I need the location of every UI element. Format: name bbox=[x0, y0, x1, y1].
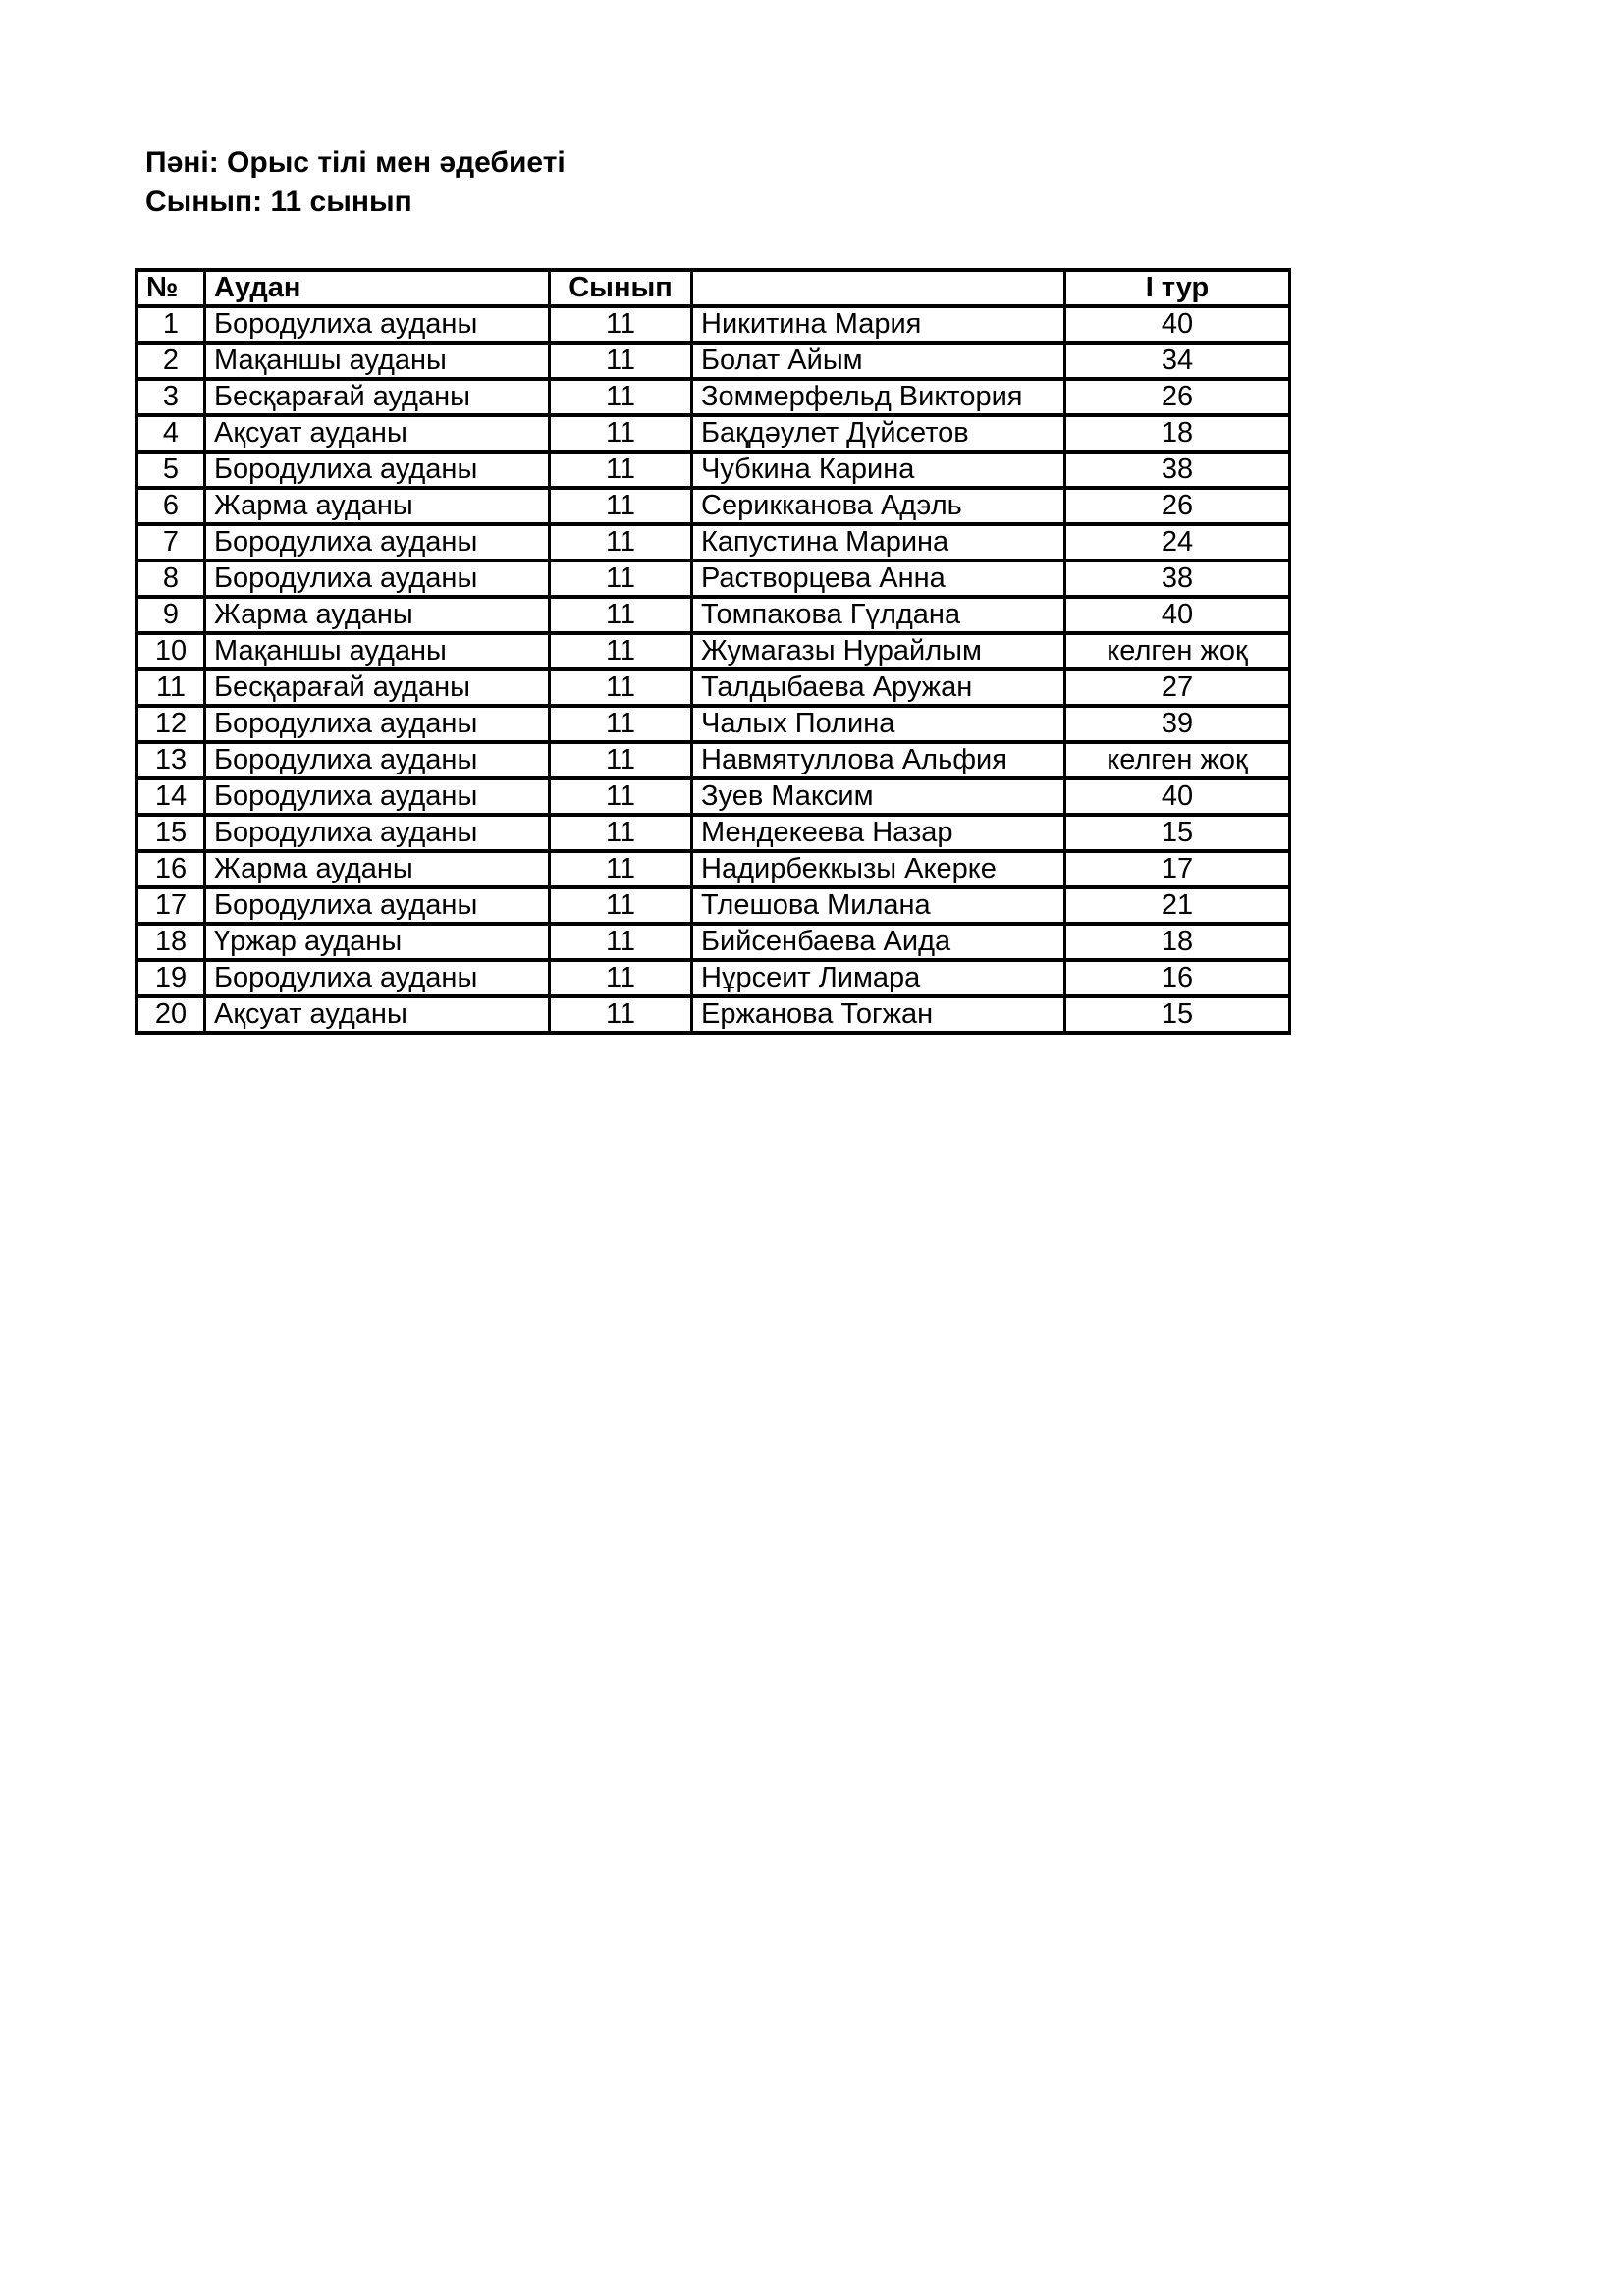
cell-round1-score: 24 bbox=[1065, 524, 1290, 561]
cell-district: Бесқарағай ауданы bbox=[205, 379, 550, 415]
cell-number: 1 bbox=[137, 306, 205, 343]
cell-grade: 11 bbox=[550, 669, 692, 706]
header-student-name bbox=[692, 270, 1065, 306]
cell-grade: 11 bbox=[550, 924, 692, 960]
table-row bbox=[137, 887, 1290, 924]
cell-district: Бородулиха ауданы bbox=[205, 452, 550, 488]
cell-district: Бородулиха ауданы bbox=[205, 960, 550, 996]
cell-grade: 11 bbox=[550, 597, 692, 633]
cell-student-name: Жумагазы Нурайлым bbox=[692, 633, 1065, 669]
cell-grade: 11 bbox=[550, 742, 692, 778]
cell-round1-score: 26 bbox=[1065, 379, 1290, 415]
cell-grade: 11 bbox=[550, 343, 692, 379]
cell-district: Ақсуат ауданы bbox=[205, 415, 550, 452]
header-row bbox=[137, 270, 1290, 306]
cell-district: Бородулиха ауданы bbox=[205, 706, 550, 742]
cell-grade: 11 bbox=[550, 379, 692, 415]
cell-district: Үржар ауданы bbox=[205, 924, 550, 960]
cell-round1-score: 18 bbox=[1065, 924, 1290, 960]
cell-number: 5 bbox=[137, 452, 205, 488]
cell-number: 11 bbox=[137, 669, 205, 706]
cell-student-name: Надирбеккызы Акерке bbox=[692, 851, 1065, 887]
cell-student-name: Тлешова Милана bbox=[692, 887, 1065, 924]
table-row bbox=[137, 561, 1290, 597]
cell-number: 13 bbox=[137, 742, 205, 778]
cell-number: 12 bbox=[137, 706, 205, 742]
header-grade: Сынып bbox=[550, 270, 692, 306]
cell-grade: 11 bbox=[550, 960, 692, 996]
cell-round1-score: 15 bbox=[1065, 996, 1290, 1033]
cell-district: Мақаншы ауданы bbox=[205, 343, 550, 379]
table-row bbox=[137, 815, 1290, 851]
cell-round1-score: 40 bbox=[1065, 778, 1290, 815]
cell-round1-score: 40 bbox=[1065, 306, 1290, 343]
cell-student-name: Зуев Максим bbox=[692, 778, 1065, 815]
table-row bbox=[137, 742, 1290, 778]
cell-number: 17 bbox=[137, 887, 205, 924]
cell-round1-score: 40 bbox=[1065, 597, 1290, 633]
cell-grade: 11 bbox=[550, 415, 692, 452]
cell-district: Мақаншы ауданы bbox=[205, 633, 550, 669]
cell-number: 15 bbox=[137, 815, 205, 851]
cell-number: 6 bbox=[137, 488, 205, 524]
cell-district: Бородулиха ауданы bbox=[205, 561, 550, 597]
cell-student-name: Никитина Мария bbox=[692, 306, 1065, 343]
cell-number: 3 bbox=[137, 379, 205, 415]
cell-district: Ақсуат ауданы bbox=[205, 996, 550, 1033]
subject-title: Пәні: Орыс тілі мен әдебиеті bbox=[145, 146, 566, 179]
cell-student-name: Чубкина Карина bbox=[692, 452, 1065, 488]
cell-student-name: Навмятуллова Альфия bbox=[692, 742, 1065, 778]
cell-grade: 11 bbox=[550, 524, 692, 561]
cell-round1-score: 27 bbox=[1065, 669, 1290, 706]
cell-grade: 11 bbox=[550, 778, 692, 815]
cell-student-name: Бақдәулет Дүйсетов bbox=[692, 415, 1065, 452]
cell-grade: 11 bbox=[550, 633, 692, 669]
cell-student-name: Растворцева Анна bbox=[692, 561, 1065, 597]
cell-district: Бородулиха ауданы bbox=[205, 742, 550, 778]
cell-number: 10 bbox=[137, 633, 205, 669]
cell-student-name: Чалых Полина bbox=[692, 706, 1065, 742]
table-row bbox=[137, 452, 1290, 488]
cell-number: 16 bbox=[137, 851, 205, 887]
cell-round1-score: 21 bbox=[1065, 887, 1290, 924]
cell-number: 20 bbox=[137, 996, 205, 1033]
cell-grade: 11 bbox=[550, 706, 692, 742]
table-row bbox=[137, 706, 1290, 742]
cell-grade: 11 bbox=[550, 306, 692, 343]
table-row bbox=[137, 597, 1290, 633]
cell-grade: 11 bbox=[550, 488, 692, 524]
cell-round1-score: 38 bbox=[1065, 452, 1290, 488]
cell-round1-score: келген жоқ bbox=[1065, 633, 1290, 669]
cell-student-name: Талдыбаева Аружан bbox=[692, 669, 1065, 706]
cell-number: 18 bbox=[137, 924, 205, 960]
cell-district: Бородулиха ауданы bbox=[205, 778, 550, 815]
cell-round1-score: 17 bbox=[1065, 851, 1290, 887]
cell-grade: 11 bbox=[550, 996, 692, 1033]
cell-grade: 11 bbox=[550, 815, 692, 851]
table-row bbox=[137, 996, 1290, 1033]
cell-number: 19 bbox=[137, 960, 205, 996]
header-district: Аудан bbox=[205, 270, 550, 306]
table-row bbox=[137, 960, 1290, 996]
cell-student-name: Капустина Марина bbox=[692, 524, 1065, 561]
title-block bbox=[145, 143, 566, 222]
table-row bbox=[137, 379, 1290, 415]
table-row bbox=[137, 488, 1290, 524]
cell-student-name: Томпакова Гүлдана bbox=[692, 597, 1065, 633]
cell-round1-score: келген жоқ bbox=[1065, 742, 1290, 778]
cell-district: Бородулиха ауданы bbox=[205, 524, 550, 561]
table-row bbox=[137, 343, 1290, 379]
cell-student-name: Болат Айым bbox=[692, 343, 1065, 379]
cell-round1-score: 16 bbox=[1065, 960, 1290, 996]
cell-grade: 11 bbox=[550, 887, 692, 924]
cell-number: 2 bbox=[137, 343, 205, 379]
header-round1-score: І тур bbox=[1065, 270, 1290, 306]
cell-number: 8 bbox=[137, 561, 205, 597]
cell-number: 7 bbox=[137, 524, 205, 561]
cell-round1-score: 26 bbox=[1065, 488, 1290, 524]
table-row bbox=[137, 415, 1290, 452]
cell-grade: 11 bbox=[550, 452, 692, 488]
cell-number: 4 bbox=[137, 415, 205, 452]
table-row bbox=[137, 924, 1290, 960]
cell-round1-score: 39 bbox=[1065, 706, 1290, 742]
cell-round1-score: 15 bbox=[1065, 815, 1290, 851]
results-table bbox=[135, 268, 1291, 1035]
cell-grade: 11 bbox=[550, 851, 692, 887]
grade-title: Сынып: 11 сынып bbox=[145, 186, 412, 218]
cell-grade: 11 bbox=[550, 561, 692, 597]
table-body bbox=[137, 306, 1290, 1033]
cell-student-name: Бийсенбаева Аида bbox=[692, 924, 1065, 960]
table-row bbox=[137, 633, 1290, 669]
cell-student-name: Зоммерфельд Виктория bbox=[692, 379, 1065, 415]
header-number: № bbox=[137, 270, 205, 306]
cell-district: Бородулиха ауданы bbox=[205, 887, 550, 924]
cell-student-name: Серикканова Адэль bbox=[692, 488, 1065, 524]
cell-district: Жарма ауданы bbox=[205, 488, 550, 524]
cell-number: 14 bbox=[137, 778, 205, 815]
cell-district: Бесқарағай ауданы bbox=[205, 669, 550, 706]
cell-district: Жарма ауданы bbox=[205, 851, 550, 887]
cell-district: Бородулиха ауданы bbox=[205, 306, 550, 343]
cell-student-name: Нұрсеит Лимара bbox=[692, 960, 1065, 996]
table-row bbox=[137, 778, 1290, 815]
table-row bbox=[137, 669, 1290, 706]
cell-district: Бородулиха ауданы bbox=[205, 815, 550, 851]
cell-round1-score: 34 bbox=[1065, 343, 1290, 379]
cell-round1-score: 18 bbox=[1065, 415, 1290, 452]
cell-district: Жарма ауданы bbox=[205, 597, 550, 633]
table-row bbox=[137, 306, 1290, 343]
table-row bbox=[137, 524, 1290, 561]
cell-round1-score: 38 bbox=[1065, 561, 1290, 597]
cell-student-name: Ержанова Тогжан bbox=[692, 996, 1065, 1033]
cell-number: 9 bbox=[137, 597, 205, 633]
cell-student-name: Мендекеева Назар bbox=[692, 815, 1065, 851]
table-row bbox=[137, 851, 1290, 887]
